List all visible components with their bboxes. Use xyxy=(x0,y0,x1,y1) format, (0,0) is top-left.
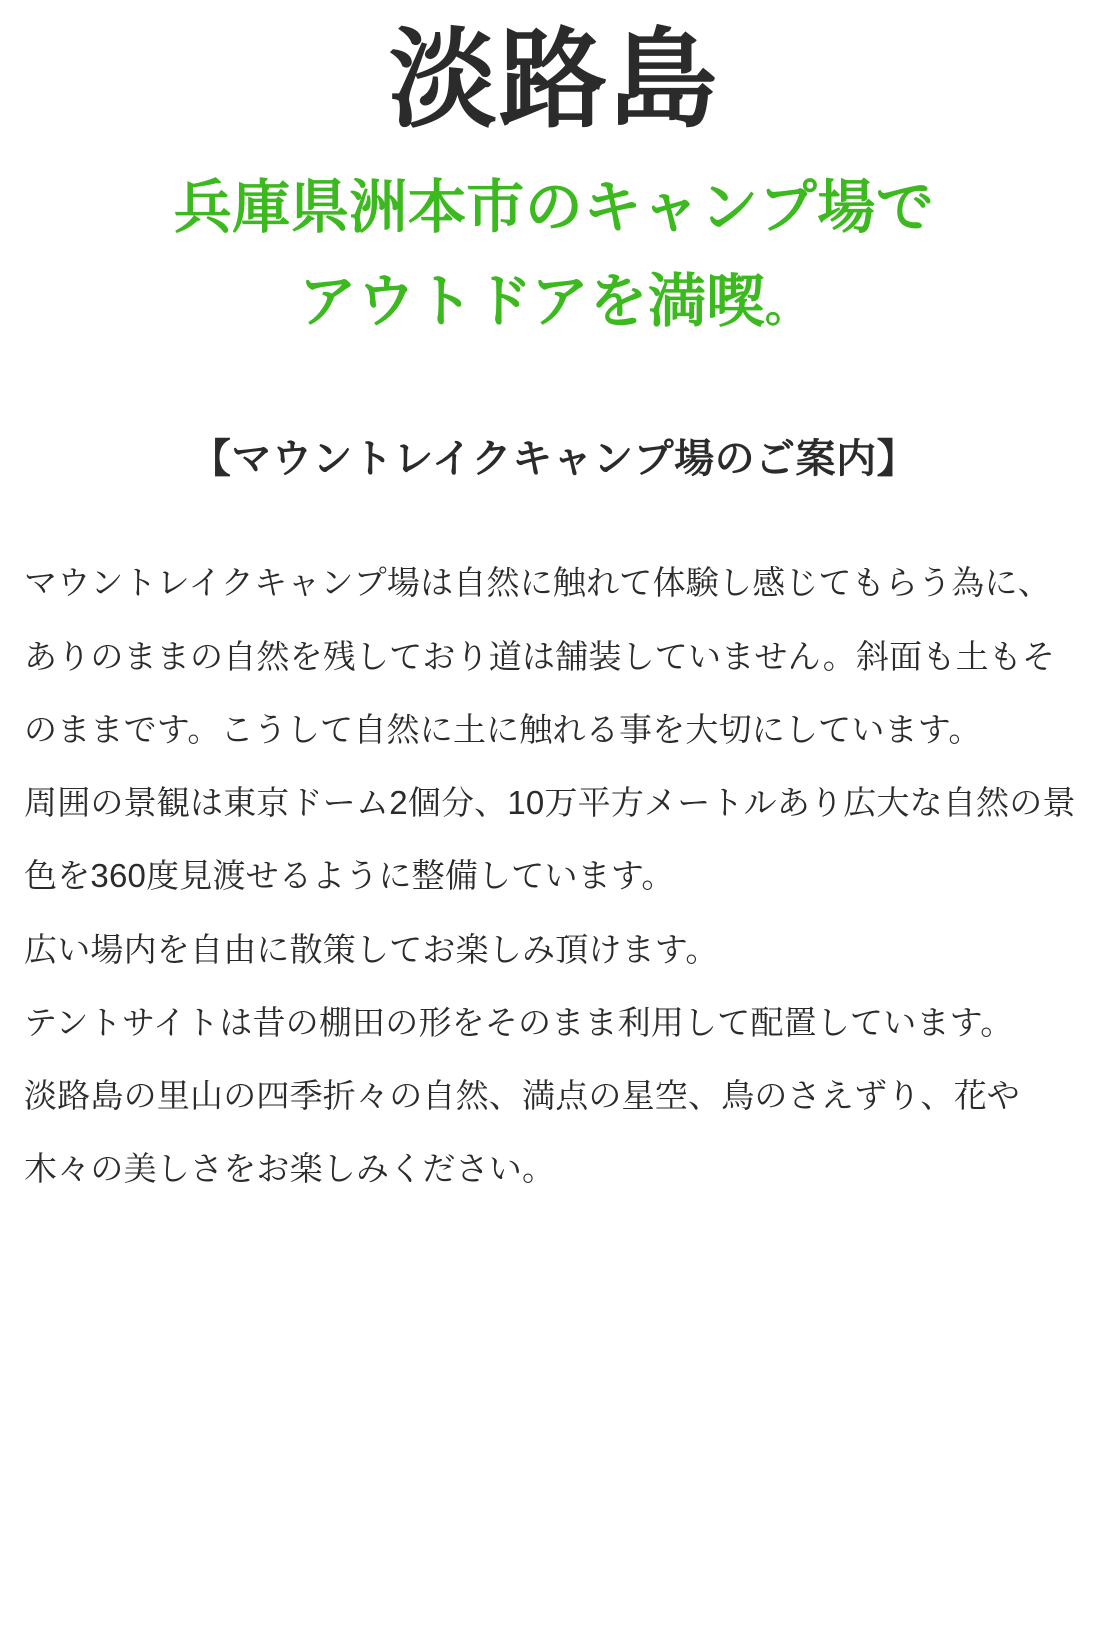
body-paragraph: テントサイトは昔の棚田の形をそのまま利用して配置しています。 xyxy=(24,1003,1014,1041)
section-heading: 【マウントレイクキャンプ場のご案内】 xyxy=(190,437,918,482)
hero-section xyxy=(18,0,1090,349)
hero-subtitle-line-2-text: アウトドアを満喫 xyxy=(298,269,765,335)
hero-subtitle-period: 。 xyxy=(764,282,810,332)
hero-subtitle-line-1: 兵庫県洲本市のキャンプ場で xyxy=(173,175,935,241)
body-copy xyxy=(18,546,1090,1205)
page-title: 淡路島 xyxy=(388,19,719,140)
hero-subtitle xyxy=(18,161,1090,349)
body-paragraph: 広い場内を自由に散策してお楽しみ頂けます。 xyxy=(24,930,719,968)
body-paragraph: 周囲の景観は東京ドーム2個分、10万平方メートルあり広大な自然の景色を360度見渡せるように整備しています。 xyxy=(24,784,1076,895)
hero-subtitle-line-2 xyxy=(18,255,1090,349)
body-paragraph: マウントレイクキャンプ場は自然に触れて体験し感じてもらう為に、ありのままの自然を残しており道は舗装していません。斜面も土もそのままです。こうして自然に土に触れる事を大切にしています。 xyxy=(24,564,1056,748)
body-paragraph: 淡路島の里山の四季折々の自然、満点の星空、鳥のさえずり、花や木々の美しさをお楽しみください。 xyxy=(24,1077,1020,1188)
